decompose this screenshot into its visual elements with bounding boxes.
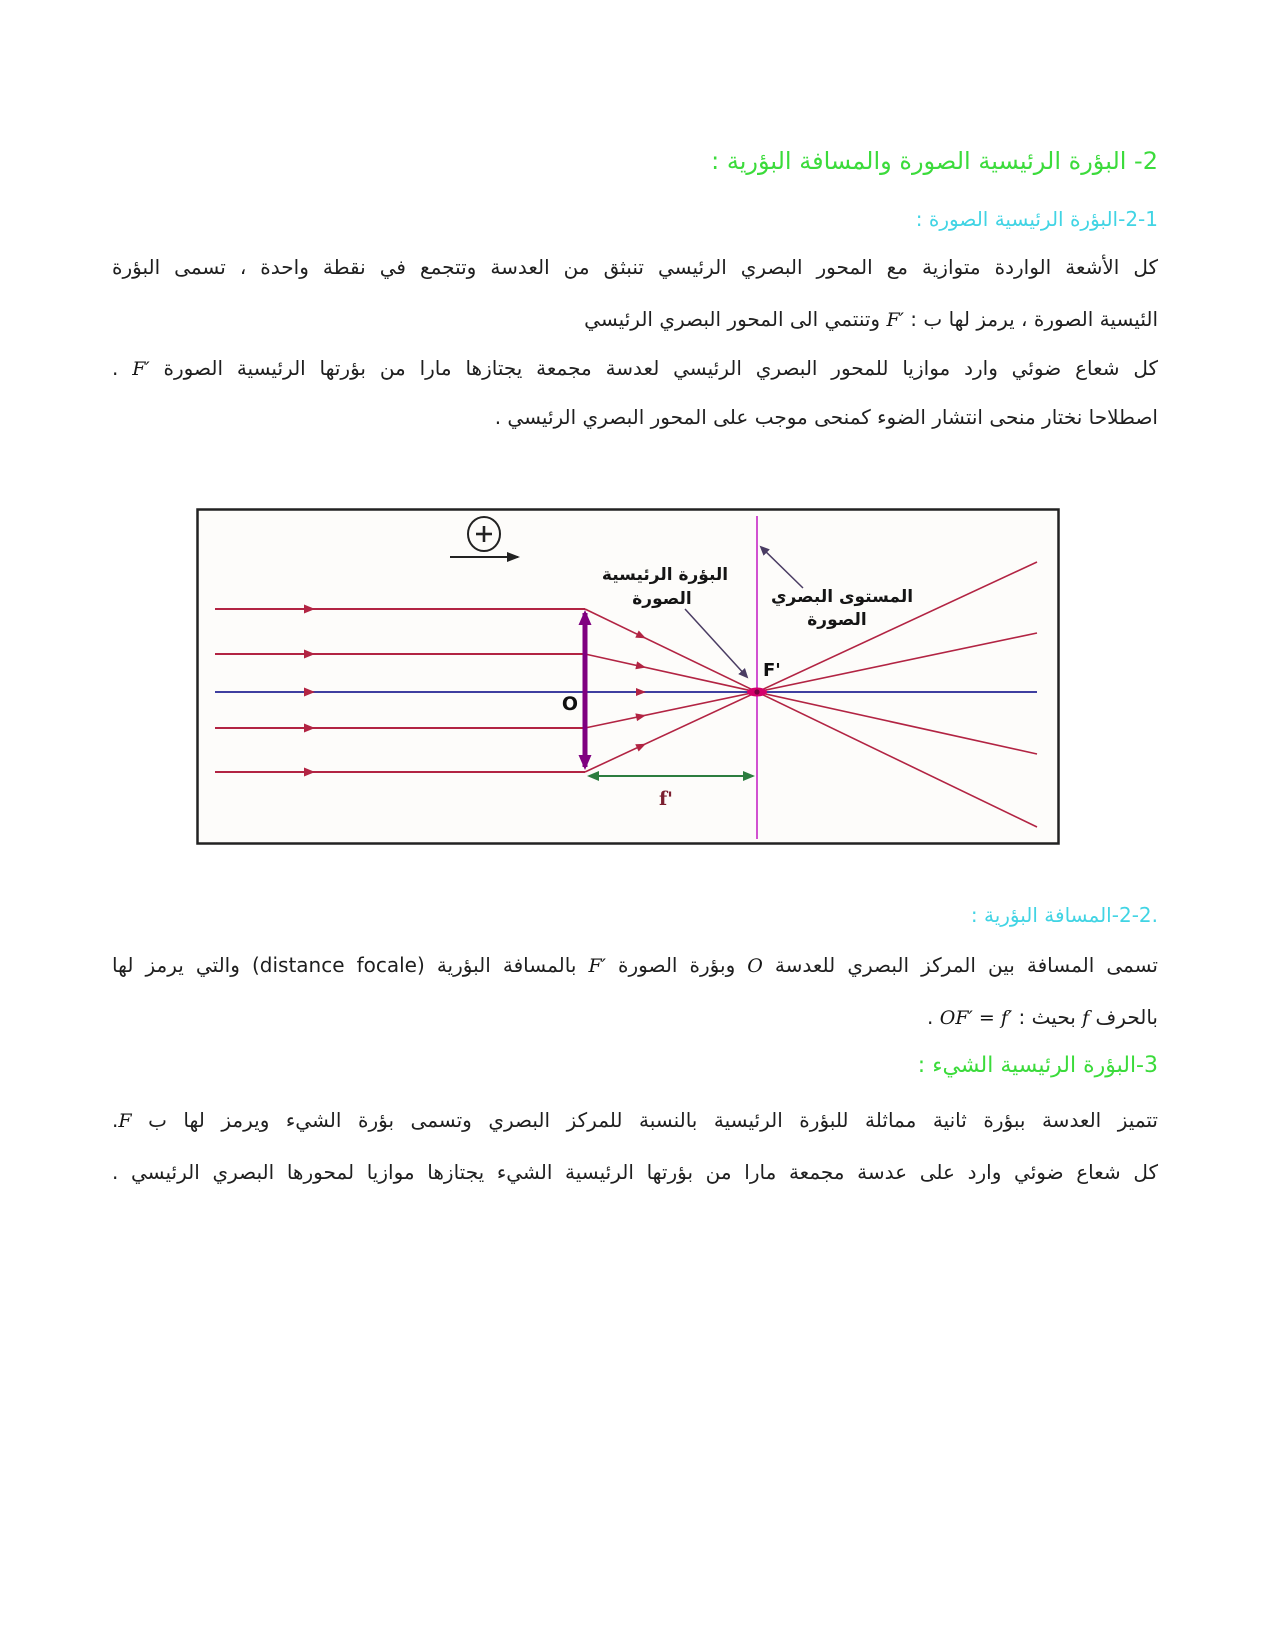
paragraph-object-focus-b: .	[112, 1108, 119, 1132]
focal-distance-label: f'	[659, 788, 673, 810]
subheading-object-focus: 3-البؤرة الرئيسية الشيء :	[917, 1053, 1158, 1078]
paragraph-formula	[112, 1001, 1158, 1034]
symbol-f-prime: F′	[588, 955, 606, 977]
paragraph-rays-line-2-text: الئيسية الصورة ، يرمز لها ب :	[903, 307, 1158, 331]
paragraph-focal-distance	[112, 949, 1158, 982]
optical-center-label: O	[561, 693, 578, 715]
subheading-image-focus: 2-1-البؤرة الرئيسية الصورة :	[915, 207, 1158, 231]
paragraph-focal-distance-c: بالمسافة البؤرية (distance focale) والتي يرمز لها	[112, 953, 589, 977]
paragraph-formula-c: .	[927, 1005, 940, 1029]
focal-point	[747, 688, 767, 697]
diagram-frame	[198, 510, 1059, 844]
paragraph-rays-line-2	[112, 303, 1158, 336]
subheading-focal-distance: .2-2-المسافة البؤرية :	[970, 903, 1158, 927]
symbol-f-prime: F′	[886, 309, 904, 331]
paragraph-parallel-ray	[112, 352, 1158, 385]
symbol-f-object: F	[118, 1110, 132, 1132]
paragraph-rays-line-1: كل الأشعة الواردة متوازية مع المحور البصري الرئيسي تنبثق من العدسة وتتجمع في نقطة واحدة ، تسمى البؤرة	[112, 255, 1158, 279]
label-principal-focus-line2: الصورة	[632, 589, 692, 609]
image-focus-label: F'	[763, 660, 781, 681]
paragraph-focal-distance-a: تسمى المسافة بين المركز البصري للعدسة	[762, 953, 1158, 977]
paragraph-object-ray: كل شعاع ضوئي وارد على عدسة مجمعة مارا من بؤرتها الرئيسية الشيء يجتازها موازيا لمحورها البصري الرئيسي .	[112, 1160, 1158, 1184]
paragraph-convention: اصطلاحا نختار منحى انتشار الضوء كمنحى موجب على المحور البصري الرئيسي .	[494, 405, 1158, 429]
section-heading-principal-focus: 2- البؤرة الرئيسية الصورة والمسافة البؤرية :	[711, 147, 1158, 175]
label-focal-plane-line1: المستوى البصري	[770, 587, 914, 607]
symbol-f-prime: F′	[132, 358, 150, 380]
lens-ray-diagram	[196, 508, 1060, 845]
paragraph-focal-distance-b: وبؤرة الصورة	[605, 953, 748, 977]
label-principal-focus-line1: البؤرة الرئيسية	[601, 565, 729, 585]
label-focal-plane-line2: الصورة	[807, 610, 867, 630]
paragraph-object-focus	[112, 1104, 1158, 1137]
paragraph-parallel-ray-tail: .	[112, 356, 133, 380]
formula-of-equals-f: OF′ = f′	[939, 1007, 1013, 1029]
paragraph-formula-b: بحيث :	[1012, 1005, 1083, 1029]
paragraph-parallel-ray-text: كل شعاع ضوئي وارد موازيا للمحور البصري الرئيسي لعدسة مجمعة يجتازها مارا من بؤرتها الرئيسية الصورة	[149, 356, 1158, 380]
symbol-f: f	[1082, 1007, 1090, 1029]
paragraph-formula-a: بالحرف	[1089, 1005, 1158, 1029]
paragraph-object-focus-a: تتميز العدسة ببؤرة ثانية مماثلة للبؤرة الرئيسية بالنسبة للمركز البصري وتسمى بؤرة الشيء ويرمز لها ب	[131, 1108, 1158, 1132]
paragraph-rays-line-2-tail: وتنتمي الى المحور البصري الرئيسي	[584, 307, 887, 331]
symbol-o: O	[747, 955, 763, 977]
